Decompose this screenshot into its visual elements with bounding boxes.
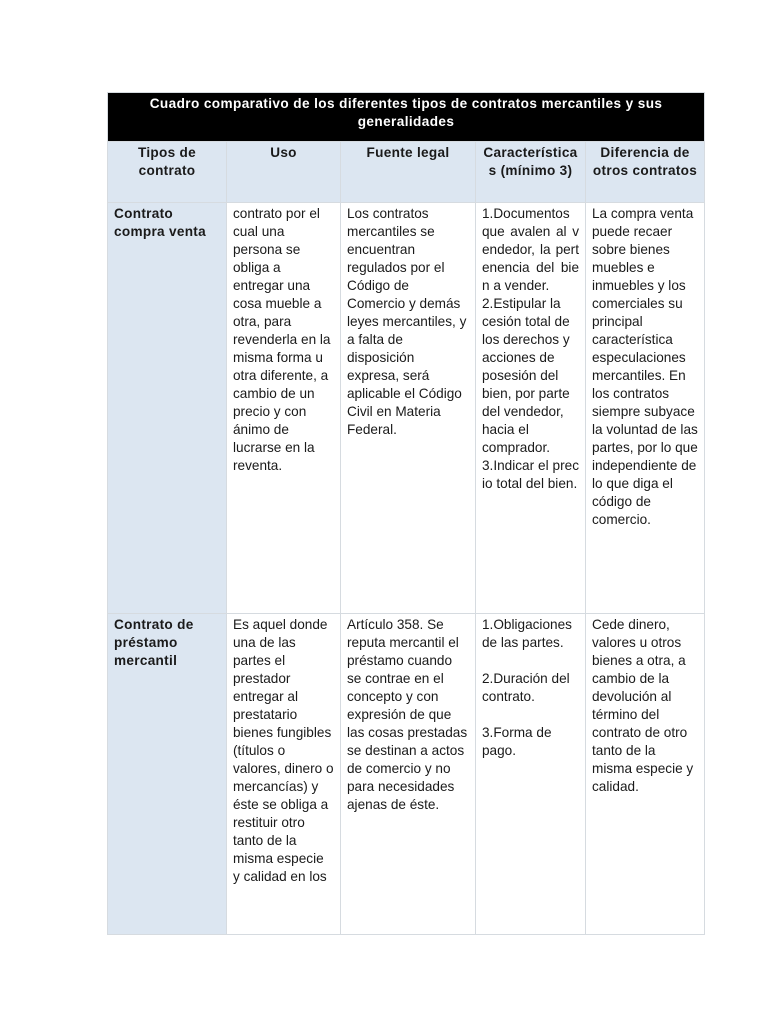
table-row bbox=[108, 203, 705, 614]
table-header-row bbox=[108, 142, 705, 203]
caracteristica-item: 1.Obligaciones de las partes. bbox=[482, 617, 572, 650]
caracteristica-item: 3.Indicar el precio total del bien. bbox=[482, 458, 579, 491]
cell-fuente-legal: Los contratos mercantiles se encuentran regulados por el Código de Comercio y demás leyes mercantiles, y a falta de disposición expresa, será aplicable el Código Civil en Materia Federal. bbox=[341, 203, 476, 614]
header-tipos: Tipos de contrato bbox=[108, 142, 227, 203]
cell-fuente-legal: Artículo 358. Se reputa mercantil el préstamo cuando se contrae en el concepto y con expresión de que las cosas prestadas se destinan a actos de comercio y no para necesidades ajenas de éste. bbox=[341, 614, 476, 935]
caracteristica-item: 3.Forma de pago. bbox=[482, 725, 552, 758]
cell-uso: contrato por el cual una persona se obliga a entregar una cosa mueble a otra, para revenderla en la misma forma u otra diferente, a cambio de un precio y con ánimo de lucrarse en la reventa. bbox=[227, 203, 341, 614]
cell-diferencia: La compra venta puede recaer sobre bienes muebles e inmuebles y los comerciales su principal característica especulaciones mercantiles. En los contratos siempre subyace la voluntad de las partes, por lo que independiente de lo que diga el código de comercio. bbox=[586, 203, 705, 614]
spacer bbox=[482, 652, 579, 670]
spacer bbox=[482, 706, 579, 724]
header-caracteristicas: Características (mínimo 3) bbox=[476, 142, 586, 203]
cell-caracteristicas bbox=[476, 203, 586, 614]
cell-uso: Es aquel donde una de las partes el prestador entregar al prestatario bienes fungibles (títulos o valores, dinero o mercancías) y éste se obliga a restituir otro tanto de la misma especie y calidad en los bbox=[227, 614, 341, 935]
caracteristica-item: 2.Duración del contrato. bbox=[482, 671, 570, 704]
table-row bbox=[108, 614, 705, 935]
table-title-row bbox=[108, 93, 705, 142]
header-uso: Uso bbox=[227, 142, 341, 203]
comparison-table bbox=[107, 92, 705, 935]
table-title: Cuadro comparativo de los diferentes tipos de contratos mercantiles y sus generalidades bbox=[108, 93, 705, 142]
row-type-label: Contrato compra venta bbox=[108, 203, 227, 614]
row-type-label: Contrato de préstamo mercantil bbox=[108, 614, 227, 935]
caracteristica-item: 2.Estipular la cesión total de los derechos y acciones de posesión del bien, por parte del vendedor, hacia el comprador. bbox=[482, 296, 570, 455]
header-diferencia: Diferencia de otros contratos bbox=[586, 142, 705, 203]
header-fuente-legal: Fuente legal bbox=[341, 142, 476, 203]
cell-diferencia: Cede dinero, valores u otros bienes a otra, a cambio de la devolución al término del contrato de otro tanto de la misma especie y calidad. bbox=[586, 614, 705, 935]
cell-caracteristicas bbox=[476, 614, 586, 935]
caracteristica-item: 1.Documentos que avalen al vendedor, la pertenencia del bien a vender. bbox=[482, 206, 579, 293]
